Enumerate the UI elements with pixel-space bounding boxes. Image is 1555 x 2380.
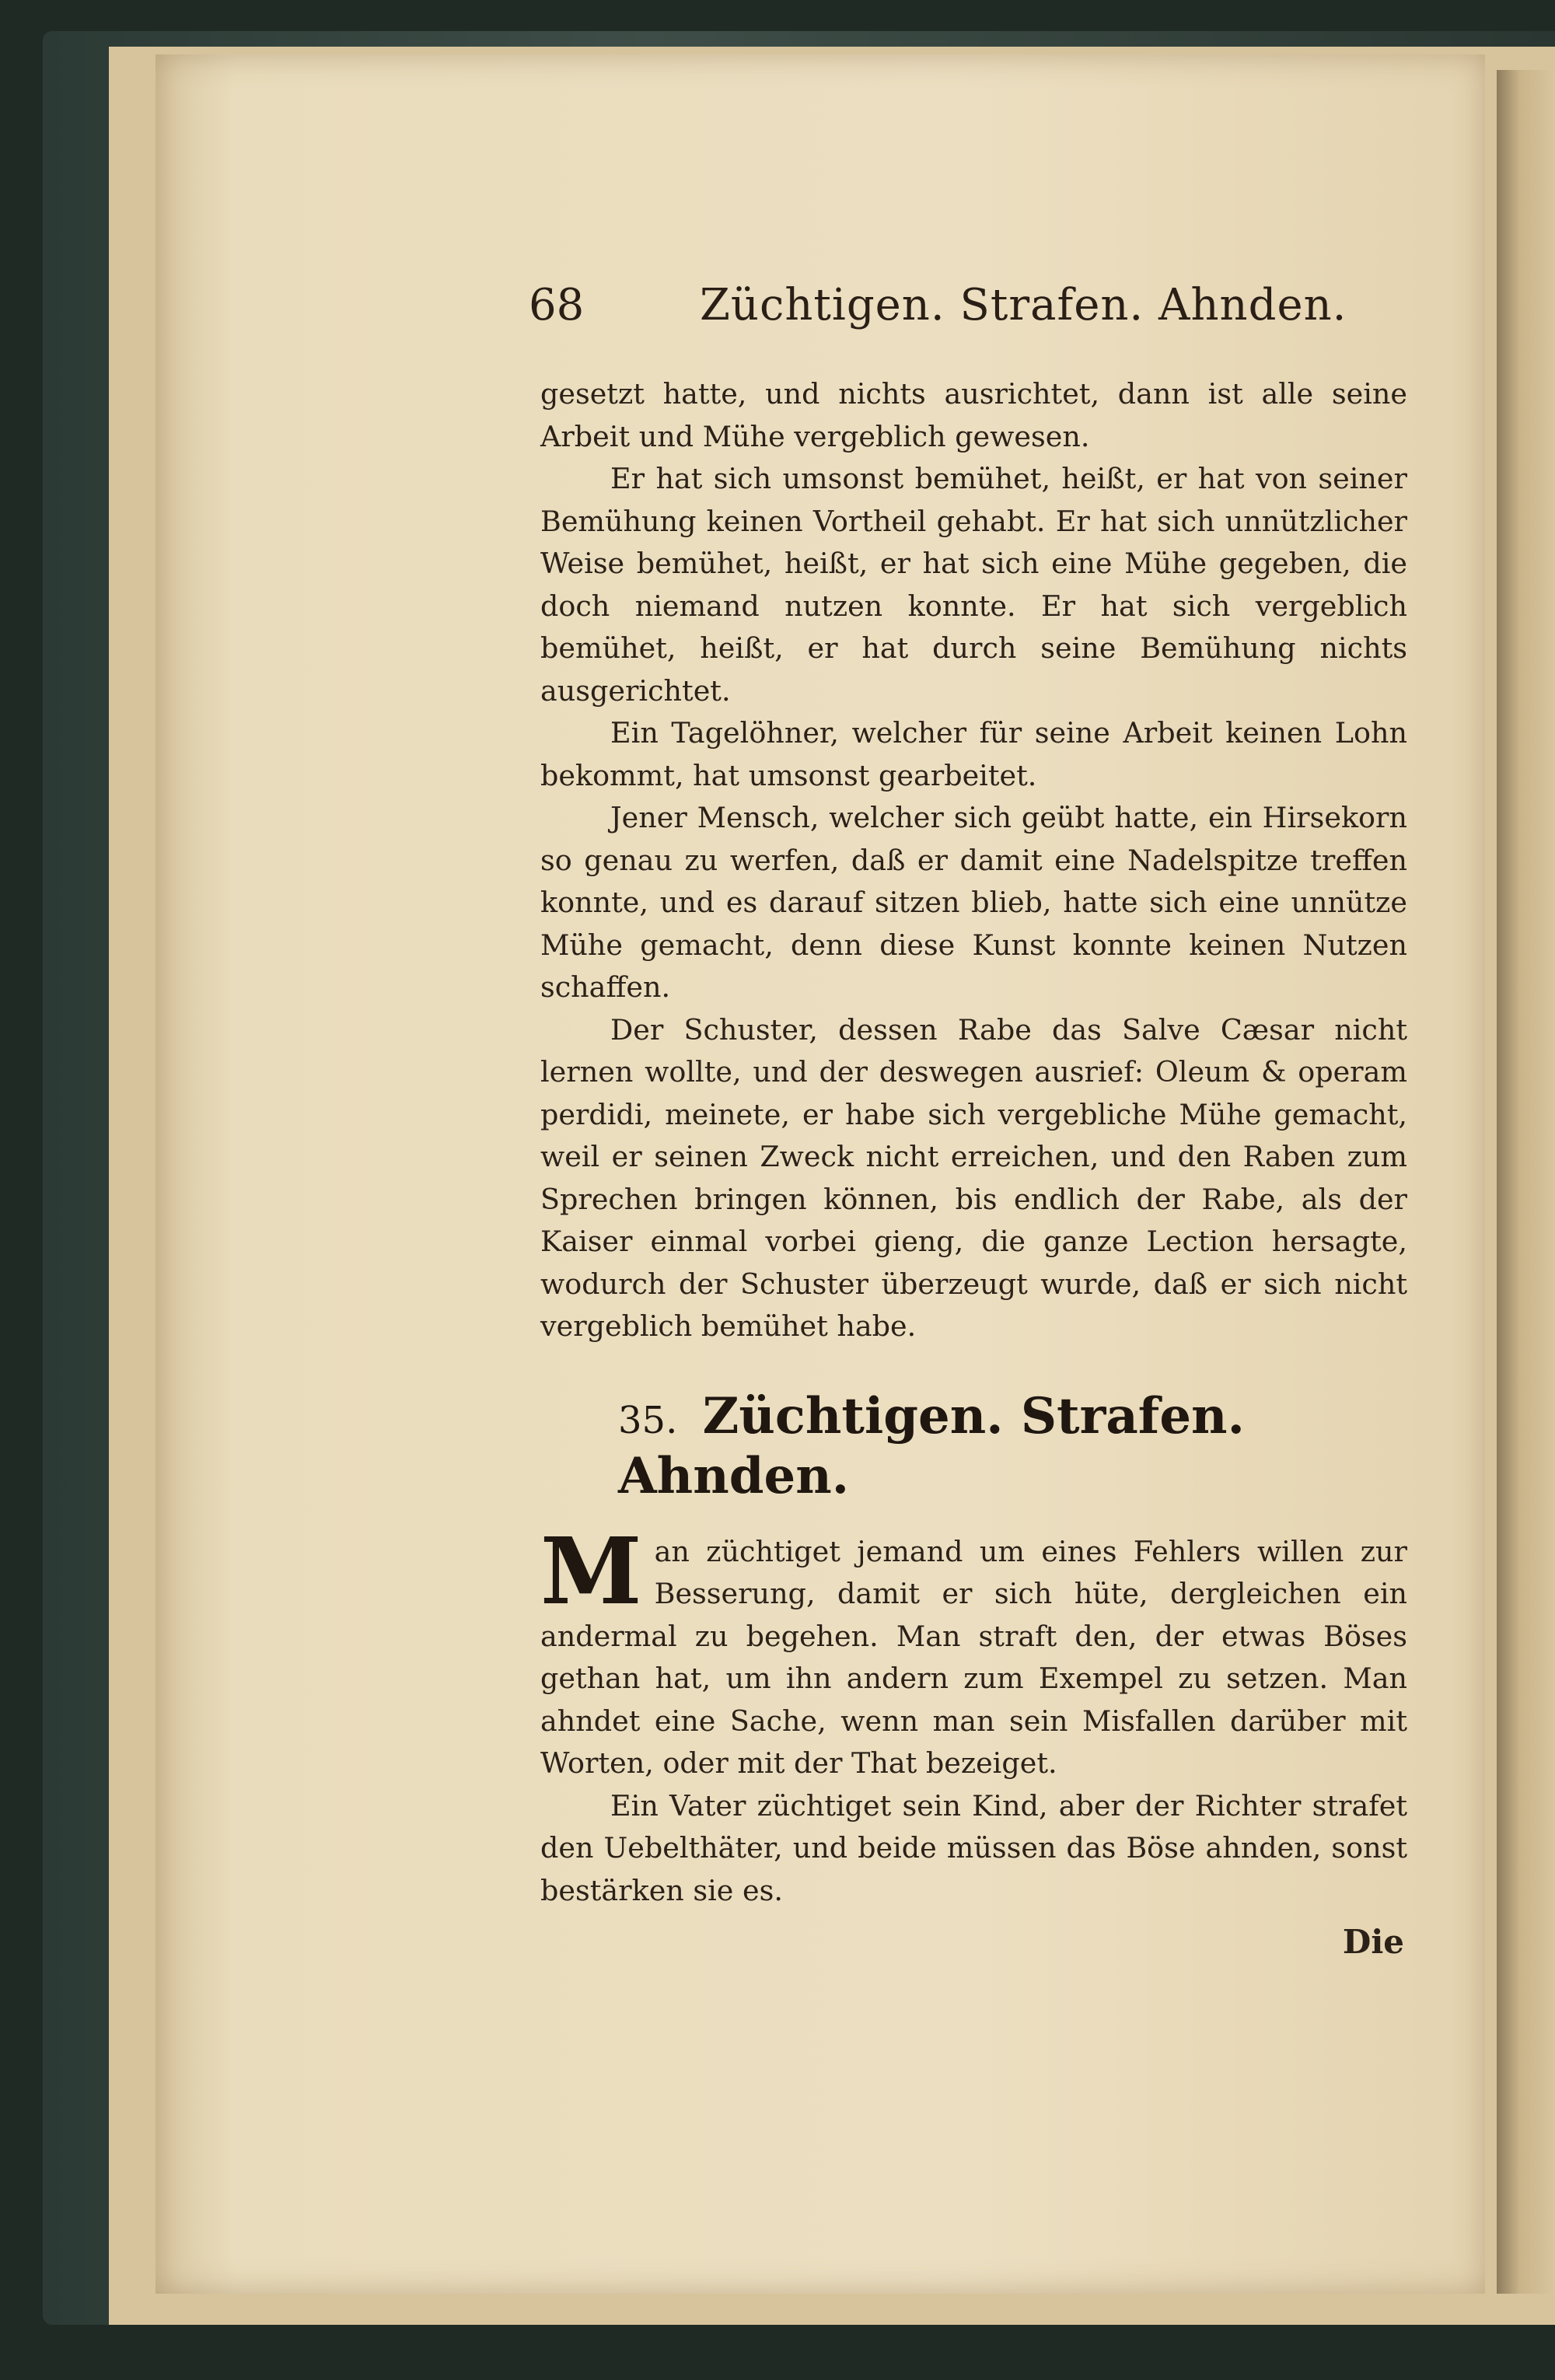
facing-page-edge	[1497, 70, 1555, 2294]
page-header	[529, 280, 1384, 342]
running-title: Züchtigen. Strafen. Ahnden.	[700, 280, 1347, 330]
paragraph-4: Jener Mensch, welcher sich geübt hatte, ein Hirsekorn so genau zu werfen, daß er damit eine Nadelspitze treffen konnte, und es darauf sitzen blieb, hatte sich eine unnütze Mühe gemacht, denn diese Kunst konnte keinen Nutzen schaffen.	[540, 801, 1407, 1004]
section-title: Züchtigen. Strafen. Ahnden.	[618, 1386, 1245, 1505]
section-number: 35.	[618, 1398, 678, 1442]
paragraph-1: gesetzt hatte, und nichts ausrichtet, dann ist alle seine Arbeit und Mühe vergeblich gewesen.	[540, 377, 1407, 453]
section-paragraph-2: Ein Vater züchtiget sein Kind, aber der Richter strafet den Uebelthäter, und beide müssen das Böse ahnden, sonst bestärken sie es.	[540, 1788, 1407, 1907]
page-number: 68	[529, 280, 585, 330]
section-heading	[618, 1386, 1407, 1505]
paragraph-5: Der Schuster, dessen Rabe das Salve Cæsar nicht lernen wollte, und der deswegen ausrief: Oleum & operam perdidi, meinete, er habe sich vergebliche Mühe gemacht, weil er seinen Zweck nicht erreichen, und den Raben zum Sprechen bringen können, bis endlich der Rabe, als der Kaiser einmal vorbei gieng, die ganze Lection hersagte, wodurch der Schuster überzeugt wurde, daß er sich nicht vergeblich bemühet habe.	[540, 1012, 1407, 1343]
section-paragraph-1	[540, 1516, 1407, 1785]
catchword: Die	[1342, 1923, 1404, 1961]
paragraph-2: Er hat sich umsonst bemühet, heißt, er hat von seiner Bemühung keinen Vortheil gehabt. Er hat sich unnützlicher Weise bemühet, heißt, er hat sich eine Mühe gegeben, die doch niemand nutzen konnte. Er hat sich vergeblich bemühet, heißt, er hat durch seine Bemühung nichts ausgerichtet.	[540, 462, 1407, 708]
section-paragraph-1-text: an züchtiget jemand um eines Fehlers willen zur Besserung, damit er sich hüte, dergleichen ein andermal zu begehen. Man straft den, der etwas Böses gethan hat, um ihn andern zum Exempel zu setzen. Man ahndet eine Sache, wenn man sein Misfallen darüber mit Worten, oder mit der That bezeiget.	[540, 1534, 1407, 1780]
paragraph-3: Ein Tagelöhner, welcher für seine Arbeit keinen Lohn bekommt, hat umsonst gearbeitet.	[540, 716, 1407, 792]
page-body	[540, 373, 1407, 1964]
drop-cap: M	[540, 1516, 642, 1625]
